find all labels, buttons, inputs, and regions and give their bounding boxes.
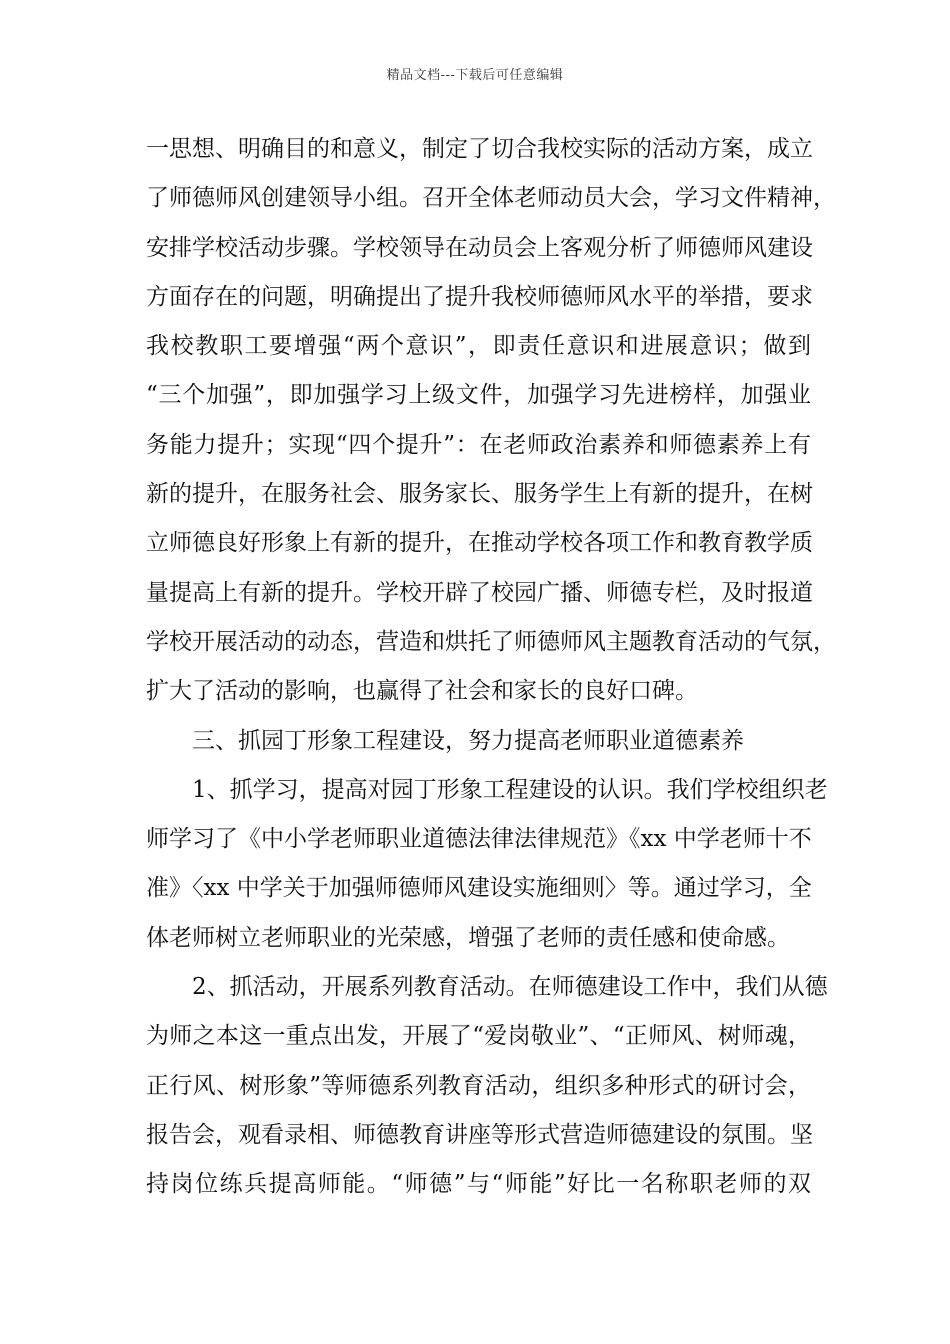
text-line: 安排学校活动步骤。学校领导在动员会上客观分析了师德师风建设 <box>146 234 813 261</box>
text-line: 报告会，观看录相、师德教育讲座等形式营造师德建设的氛围。坚 <box>146 1121 813 1148</box>
text-line: 了师德师风创建领导小组。召开全体老师动员大会，学习文件精神， <box>146 185 836 212</box>
text-line: 新的提升，在服务社会、服务家长、服务学生上有新的提升，在树 <box>146 481 813 508</box>
text-line: 一思想、明确目的和意义，制定了切合我校实际的活动方案，成立 <box>146 136 813 162</box>
text-line: 师学习了《中小学老师职业道德法律法律规范》《xx 中学老师十不 <box>146 826 812 853</box>
text-line: 学校开展活动的动态，营造和烘托了师德师风主题教育活动的气氛， <box>146 628 836 655</box>
page-header: 精品文档---下载后可任意编辑 <box>386 68 564 83</box>
document-body <box>146 125 836 1210</box>
text-line: 正行风、树形象”等师德系列教育活动，组织多种形式的研讨会， <box>146 1072 811 1099</box>
text-line: 扩大了活动的影响，也赢得了社会和家长的良好口碑。 <box>146 678 698 705</box>
text-line: 持岗位练兵提高师能。“师德”与“师能”好比一名称职老师的双 <box>146 1171 811 1198</box>
text-line: 立师德良好形象上有新的提升，在推动学校各项工作和教育教学质 <box>146 530 813 557</box>
text-line: 务能力提升；实现“四个提升”：在老师政治素养和师德素养上有 <box>146 431 811 458</box>
text-line: “三个加强”，即加强学习上级文件，加强学习先进榜样，加强业 <box>146 382 811 409</box>
section-heading: 三、抓园丁形象工程建设，努力提高老师职业道德素养 <box>192 727 744 754</box>
text-line: 方面存在的问题，明确提出了提升我校师德师风水平的举措，要求 <box>146 283 813 310</box>
text-line: 2、抓活动，开展系列教育活动。在师德建设工作中，我们从德 <box>192 974 828 1001</box>
text-line: 1、抓学习，提高对园丁形象工程建设的认识。我们学校组织老 <box>192 776 828 803</box>
text-line: 体老师树立老师职业的光荣感，增强了老师的责任感和使命感。 <box>146 924 790 951</box>
text-line: 准》〈xx 中学关于加强师德师风建设实施细则〉等。通过学习，全 <box>146 875 812 902</box>
text-line: 量提高上有新的提升。学校开辟了校园广播、师德专栏，及时报道 <box>146 579 813 606</box>
text-line: 我校教职工要增强“两个意识”，即责任意识和进展意识；做到 <box>146 333 811 360</box>
text-line: 为师之本这一重点出发，开展了“爱岗敬业”、“正师风、树师魂， <box>146 1023 811 1050</box>
